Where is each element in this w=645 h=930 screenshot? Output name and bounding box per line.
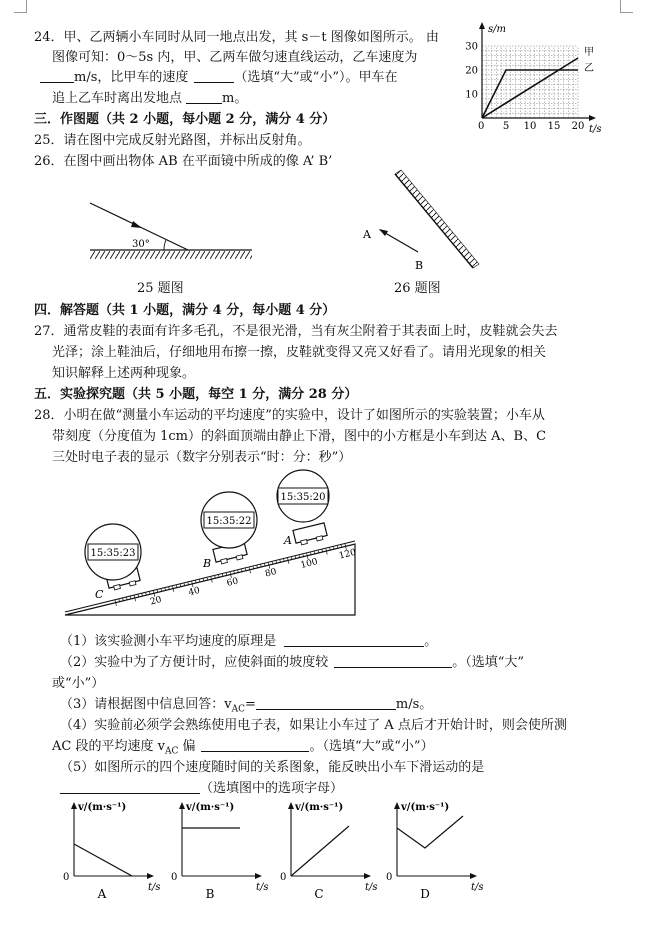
sub5-line1: （5）如图所示的四个速度随时间的关系图象，能反映出小车下滑运动的是	[60, 760, 485, 775]
q24-line1: 24．甲、乙两辆小车同时从同一地点出发，其 s－t 图像如图所示。 由	[34, 30, 439, 45]
st-y-arrow	[479, 22, 485, 29]
sub4-line1: （4）实验前必须学会熟练使用电子表，如果让小车过了 A 点后才开始计时，则会使所测	[60, 718, 567, 733]
fig25-angle-arc	[164, 240, 166, 250]
sec5-title: 五．实验探究题（共 5 小题，每空 1 分，满分 28 分）	[34, 387, 358, 402]
vt-y-label: v/(m·s⁻¹)	[186, 802, 235, 813]
vt-y-label: v/(m·s⁻¹)	[401, 802, 450, 813]
st-x-tick: 10	[523, 121, 537, 132]
vt-x-label: t/s	[471, 882, 484, 893]
vt-y-label: v/(m·s⁻¹)	[78, 802, 127, 813]
st-y-tick: 30	[465, 41, 478, 53]
sub5-blank[interactable]	[60, 779, 200, 794]
sub1: （1）该实验测小车平均速度的原理是 。	[60, 634, 438, 649]
vt-option-label: C	[314, 887, 324, 901]
vt-x-arrow	[255, 873, 262, 879]
q28-line1: 28．小明在做“测量小车运动的平均速度”的实验中，设计了如图所示的实验装置；小车从	[34, 408, 545, 423]
clock-a	[277, 470, 329, 522]
vt-y-arrow	[71, 802, 77, 809]
q24-blank-speed[interactable]	[40, 68, 74, 83]
st-x-label: t/s	[589, 124, 602, 135]
vt-graph-a[interactable]	[63, 802, 161, 901]
vt-y-arrow	[288, 802, 294, 809]
vt-option-label: D	[420, 887, 430, 901]
vt-option-label: B	[205, 887, 215, 901]
st-x-arrow	[589, 115, 596, 121]
clock-c-time: 15:35:23	[90, 548, 136, 559]
q24-blank-compare[interactable]	[194, 68, 234, 83]
clock-a-time: 15:35:20	[280, 492, 326, 503]
st-x-tick: 15	[547, 121, 561, 132]
sub4-line2: AC 段的平均速度 $v_{AC}$ 偏 。（选填“大”或“小”）	[52, 739, 434, 757]
q24-line3: m/s，比甲车的速度 （选填“大”或“小”）。甲车在	[40, 68, 397, 87]
vt-y-label: v/(m·s⁻¹)	[295, 802, 344, 813]
vt-y-arrow	[394, 802, 400, 809]
vt-y-arrow	[179, 802, 185, 809]
ruler-label: 20	[149, 595, 163, 608]
vt-x-label: t/s	[365, 882, 378, 893]
st-y-label: s/m	[488, 24, 506, 35]
st-graph	[458, 18, 608, 136]
vt-x-arrow	[470, 873, 477, 879]
fig26-object-arrow	[379, 229, 388, 236]
q24-line2: 图像可知：0～5s 内，甲、乙两车做匀速直线运动，乙车速度为	[52, 50, 418, 65]
vt-origin: 0	[171, 872, 178, 883]
vt-graphs	[50, 796, 484, 902]
vt-graph-d[interactable]	[386, 802, 484, 901]
ruler-label: 40	[187, 585, 202, 599]
vt-curve	[74, 844, 132, 876]
clock-b	[201, 492, 257, 548]
fig26-label-b: B	[415, 259, 424, 272]
ruler-label: 100	[299, 557, 319, 571]
vt-graph-c[interactable]	[280, 802, 378, 901]
q24-blank-distance[interactable]	[186, 89, 222, 104]
st-grid	[482, 46, 578, 118]
vt-origin: 0	[63, 872, 70, 883]
sub2-blank[interactable]	[334, 653, 452, 668]
q27-line1: 27．通常皮鞋的表面有许多毛孔，不是很光滑，当有灰尘附着于其表面上时，皮鞋就会失去	[34, 324, 558, 339]
ruler-label: 60	[225, 576, 240, 589]
vt-x-label: t/s	[148, 882, 161, 893]
car-a	[293, 523, 328, 546]
clock-c	[85, 524, 141, 580]
vt-x-arrow	[364, 873, 371, 879]
fig25-reflection	[80, 195, 260, 270]
incline-experiment	[55, 472, 365, 627]
fig25-angle: 30°	[132, 239, 150, 250]
vt-x-label: t/s	[256, 882, 269, 893]
corner-mark-left	[14, 0, 27, 13]
vt-option-label: A	[97, 887, 107, 901]
label-c: C	[95, 588, 104, 601]
st-origin: 0	[478, 121, 485, 132]
sub1-blank[interactable]	[284, 632, 424, 647]
vt-origin: 0	[280, 872, 287, 883]
vt-curve	[397, 816, 463, 848]
st-y-tick: 10	[465, 89, 478, 101]
st-series-label-yi: 乙	[584, 63, 594, 74]
fig26-plane-mirror	[355, 168, 490, 278]
sub4-blank[interactable]	[201, 737, 309, 752]
fig25-mirror-hatch	[90, 251, 252, 259]
corner-mark-right	[620, 0, 633, 13]
sec4-title: 四．解答题（共 1 小题，满分 4 分，每小题 4 分）	[34, 303, 336, 318]
q28-line2: 带刻度（分度值为 1cm）的斜面顶端由静止下滑，图中的小方框是小车到达 A、B、C	[52, 429, 547, 444]
sub3: （3）请根据图中信息回答：$v_{AC}= m/s$。	[60, 697, 433, 715]
st-x-tick: 5	[502, 121, 510, 132]
sub5-line2: （选填图中的选项字母）	[60, 779, 343, 798]
vt-origin: 0	[386, 872, 393, 883]
fig25-caption: 25 题图	[137, 281, 184, 296]
vt-x-arrow	[147, 873, 154, 879]
label-a: A	[284, 534, 292, 547]
sub2-cont: 或“小”）	[52, 676, 105, 691]
fig26-label-a: A	[363, 228, 371, 241]
q28-line3: 三处时电子表的显示（数字分别表示“时：分：秒”）	[52, 450, 352, 465]
q24-line4: 追上乙车时离出发地点 m。	[52, 91, 248, 106]
st-y-tick: 20	[465, 65, 478, 77]
sub3-blank[interactable]	[256, 695, 396, 710]
sec3-title: 三．作图题（共 2 小题，每小题 2 分，满分 4 分）	[34, 112, 336, 127]
vt-graph-b[interactable]	[171, 802, 269, 901]
ruler-label: 120	[338, 547, 358, 562]
q27-line3: 知识解释上述两种现象。	[52, 366, 196, 381]
q27-line2: 光泽；涂上鞋油后，仔细地用布擦一擦，皮鞋就变得又亮又好看了。请用光现象的相关	[52, 345, 547, 360]
fig25-ray-arrow	[131, 221, 142, 228]
label-b: B	[203, 557, 212, 570]
q26-text: 26．在图中画出物体 AB 在平面镜中所成的像 A’ B’	[34, 154, 333, 169]
clock-b-time: 15:35:22	[206, 516, 252, 527]
st-x-tick: 20	[571, 121, 585, 132]
fig26-caption: 26 题图	[394, 281, 441, 296]
st-series-label-jia: 甲	[584, 47, 594, 58]
sub2: （2）实验中为了方便计时，应使斜面的坡度较 。（选填“大”	[60, 655, 525, 670]
ruler-label: 80	[264, 567, 278, 580]
fig26-mirror-hatch	[395, 170, 479, 268]
q25-text: 25．请在图中完成反射光路图，并标出反射角。	[34, 133, 311, 148]
vt-curve	[291, 826, 349, 876]
